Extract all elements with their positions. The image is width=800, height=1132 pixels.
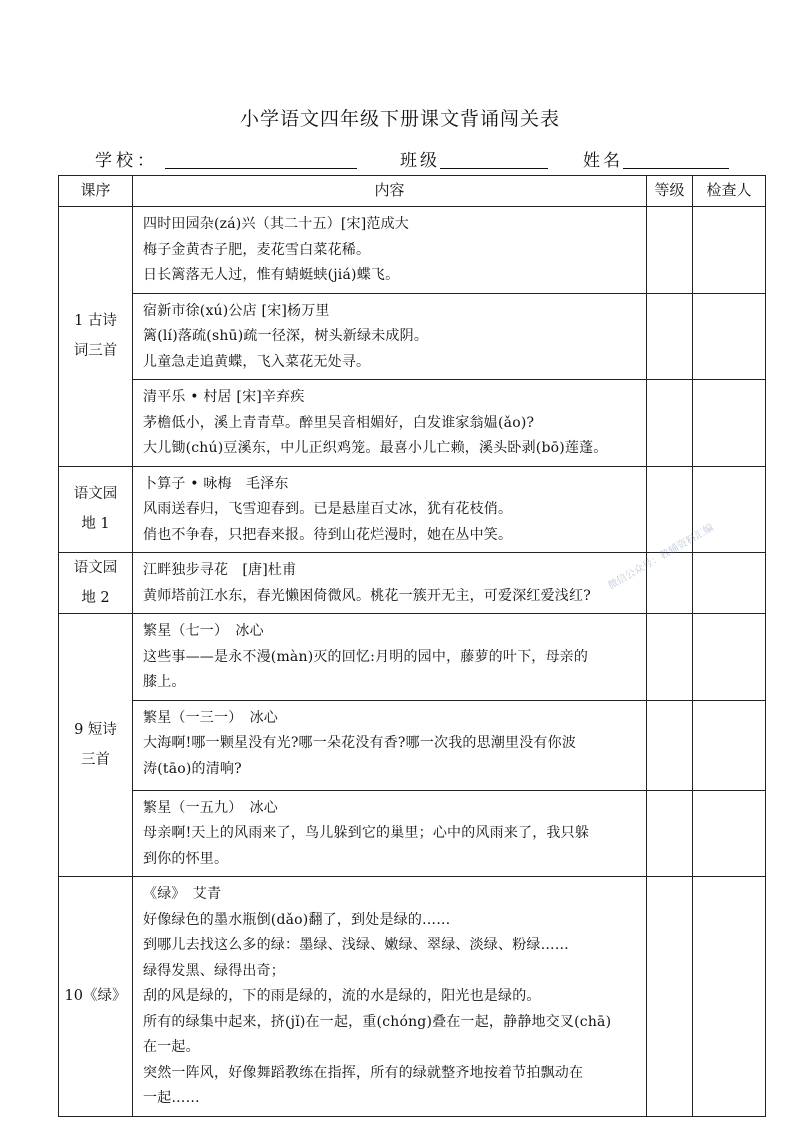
poem-text-line: 刮的风是绿的，下的雨是绿的，流的水是绿的，阳光也是绿的。 — [143, 988, 541, 1004]
poem-text-line: 涛(tāo)的清响? — [143, 760, 242, 777]
grade-cell[interactable] — [647, 877, 693, 1117]
content-cell — [133, 877, 647, 1117]
poem-title-line: 宿新市徐(xú)公店 [宋]杨万里 — [143, 302, 330, 319]
checker-cell[interactable] — [693, 466, 766, 553]
poem-text-line: 儿童急走追黄蝶，飞入菜花无处寻。 — [143, 353, 371, 370]
grade-cell[interactable] — [647, 293, 693, 380]
checker-cell[interactable] — [693, 553, 766, 614]
poem-text-line: 日长篱落无人过，惟有蜻蜓蛱(jiá)蝶飞。 — [143, 267, 400, 283]
poem-title-line: 卜算子 • 咏梅 毛泽东 — [143, 475, 289, 492]
header-content: 内容 — [133, 176, 647, 207]
poem-text-line: 在一起。 — [143, 1039, 200, 1055]
poem-text-line: 大儿锄(chú)豆溪东，中儿正织鸡笼。最喜小儿亡赖，溪头卧剥(bō)莲蓬。 — [143, 440, 608, 456]
checker-cell[interactable] — [693, 614, 766, 701]
class-label: 班级 — [400, 151, 440, 171]
content-cell — [133, 790, 647, 877]
table-row — [59, 380, 766, 467]
poem-title-line: 清平乐 • 村居 [宋]辛弃疾 — [143, 389, 305, 405]
table-row — [59, 614, 766, 701]
poem-title-line: 江畔独步寻花 [唐]杜甫 — [143, 562, 297, 578]
lesson-cell — [59, 207, 133, 467]
poem-text-line: 梅子金黄杏子肥，麦花雪白菜花稀。 — [143, 241, 371, 258]
table-row — [59, 877, 766, 1117]
poem-text-line: 风雨送春归，飞雪迎春到。已是悬崖百丈冰，犹有花枝俏。 — [143, 501, 513, 517]
lesson-label-line: 9 短诗 — [74, 722, 117, 738]
poem-text-line: 到你的怀里。 — [143, 850, 229, 867]
content-cell — [133, 293, 647, 380]
page-title: 小学语文四年级下册课文背诵闯关表 — [239, 108, 560, 130]
checker-cell[interactable] — [693, 790, 766, 877]
header-checker: 检查人 — [693, 176, 766, 207]
table-row — [59, 207, 766, 294]
grade-cell[interactable] — [647, 614, 693, 701]
poem-title-line: 繁星（一三一） 冰心 — [143, 709, 278, 726]
checker-cell[interactable] — [693, 293, 766, 380]
school-label: 学校： — [95, 151, 158, 171]
content-cell — [133, 553, 647, 614]
grade-cell[interactable] — [647, 790, 693, 877]
content-cell — [133, 700, 647, 790]
grade-cell[interactable] — [647, 700, 693, 790]
poem-text-line: 俏也不争春，只把春来报。待到山花烂漫时，她在丛中笑。 — [143, 526, 513, 543]
poem-text-line: 这些事——是永不漫(màn)灭的回忆:月明的园中，藤萝的叶下，母亲的 — [143, 648, 589, 665]
poem-text-line: 所有的绿集中起来，挤(jǐ)在一起，重(chóng)叠在一起，静静地交叉(chā) — [143, 1013, 612, 1030]
checker-cell[interactable] — [693, 877, 766, 1117]
poem-text-line: 大海啊!哪一颗星没有光?哪一朵花没有香?哪一次我的思潮里没有你波 — [143, 735, 577, 751]
lesson-label-line: 词三首 — [73, 343, 118, 360]
poem-text-line: 突然一阵风，好像舞蹈教练在指挥，所有的绿就整齐地按着节拍飘动在 — [143, 1064, 584, 1081]
content-cell — [133, 614, 647, 701]
header-lesson: 课序 — [59, 176, 133, 207]
name-field[interactable] — [623, 146, 729, 169]
table-row — [59, 293, 766, 380]
checker-cell[interactable] — [693, 700, 766, 790]
lesson-label-line: 语文园 — [73, 560, 118, 576]
poem-text-line: 到哪儿去找这么多的绿：墨绿、浅绿、嫩绿、翠绿、淡绿、粉绿…… — [143, 937, 569, 953]
lesson-cell — [59, 877, 133, 1117]
grade-cell[interactable] — [647, 380, 693, 467]
poem-text-line: 茅檐低小，溪上青青草。醉里吴音相媚好，白发谁家翁媪(ǎo)? — [143, 414, 535, 431]
table-row — [59, 700, 766, 790]
poem-title-line: 四时田园杂(zá)兴（其二十五）[宋]范成大 — [143, 216, 409, 232]
poem-text-line: 母亲啊!天上的风雨来了，鸟儿躲到它的巢里；心中的风雨来了，我只躲 — [143, 825, 590, 841]
grade-cell[interactable] — [647, 207, 693, 294]
student-info-row — [95, 146, 745, 174]
lesson-cell — [59, 614, 133, 877]
table-row — [59, 790, 766, 877]
poem-title-line: 繁星（一五九） 冰心 — [143, 799, 278, 816]
lesson-label-line: 1 古诗 — [74, 313, 117, 330]
poem-text-line: 好像绿色的墨水瓶倒(dǎo)翻了，到处是绿的…… — [143, 911, 451, 928]
lesson-cell — [59, 553, 133, 614]
table-body — [59, 207, 766, 1117]
poem-text-line: 一起…… — [143, 1090, 200, 1106]
content-cell — [133, 380, 647, 467]
name-label: 姓名 — [583, 151, 623, 171]
checker-cell[interactable] — [693, 207, 766, 294]
poem-title-line: 《绿》 艾青 — [143, 886, 222, 902]
class-field[interactable] — [440, 146, 548, 169]
lesson-label-line: 10《绿》 — [64, 988, 127, 1005]
school-field[interactable] — [165, 146, 357, 169]
content-cell — [133, 207, 647, 294]
checker-cell[interactable] — [693, 380, 766, 467]
lesson-label-line: 地 2 — [81, 590, 110, 606]
header-grade: 等级 — [647, 176, 693, 207]
poem-text-line: 膝上。 — [143, 674, 186, 690]
lesson-label-line: 语文园 — [73, 486, 118, 503]
content-cell — [133, 466, 647, 553]
lesson-label-line: 三首 — [81, 752, 110, 768]
watermark: 微信公众号：教辅资料汇编 — [606, 522, 716, 592]
poem-title-line: 繁星（七一） 冰心 — [143, 623, 264, 639]
poem-text-line: 绿得发黑、绿得出奇； — [143, 962, 285, 979]
lesson-label-line: 地 1 — [81, 516, 110, 533]
lesson-cell — [59, 466, 133, 553]
recitation-table — [58, 175, 766, 1117]
header-row — [59, 176, 766, 207]
table-row — [59, 466, 766, 553]
poem-text-line: 篱(lí)落疏(shū)疏一径深，树头新绿未成阴。 — [143, 328, 429, 344]
poem-text-line: 黄师塔前江水东，春光懒困倚微风。桃花一簇开无主，可爱深红爱浅红? — [143, 587, 591, 604]
